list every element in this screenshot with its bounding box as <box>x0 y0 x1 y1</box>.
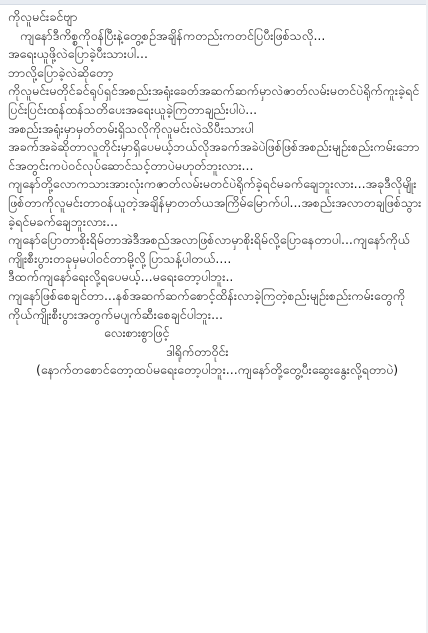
letter-paragraph: ကျနော်တို့လောကသားအားလုံးကဇာတ်လမ်းမတင်ပဲရိုက်ခဲ့ရင်မခက်ချေဘူးလား...အခုဒီလိုမျိုးဖြစ်တာကိုလူမင်းတာဝန်ယူတဲ့အချိန်မှာတတ်ယအကြိမ်မြောက်ပါ...အစည်းအလာတချဖြစ်သွားခဲ့ရင်မခက်ချေဘူးလား... <box>8 176 422 229</box>
letter-paragraph: ကိုလူမင်းမတိုင်ခင်ရုပ်ရှင်အစည်းအရုံးခေတ်အဆက်ဆက်မှာလဲဇာတ်လမ်းမတင်ပဲရိုက်ကူးခဲ့ရင်ပြင်းပြင်းထန်ထန်သတိပေးအရေးယူခဲ့ကြတာချည်းပါပဲ... <box>8 83 420 117</box>
letter-paragraph: ကျနော်ဖြစ်စေချင်တာ...နစ်အဆက်ဆက်စောင့်ထိန်းလာခဲ့ကြတဲ့စည်းမျဉ်းစည်းကမ်းတွေကို <box>8 287 406 303</box>
letter-paragraph: ဒီထက်ကျနော်ရေးလို့ရပေမယ့်...မရေးတော့ပါဘူး.. <box>8 269 234 285</box>
letter-postscript: (နောက်တစောင်တော့ထပ်မရေးတော့ပါဘူး...ကျနော်တို့တွေ့ပီးဆွေးနွေးလို့ရတာပဲ) <box>36 362 399 378</box>
letter-paragraph: ကျနော်ပြောတာစိုးရိမ်တာအဲဒီအစည်အလာဖြစ်လာမှာစိုးရိမ်လို့ပြောနေတာပါ...ကျနော်ကိုယ်ကျိုးစီးပွားတခုမှမပါဝင်တာမို့လို့ပြာသန့်ပါတယ်.... <box>8 232 410 266</box>
letter-closing: လေးစားစွာဖြင့် <box>104 325 170 341</box>
letter-paragraph: ကျနော်ဒီကိစ္စကိုဝန်ပြီးနဲ့တွေ့စဉ်အချိန်ကတည်းကတင်ပြပီးဖြစ်သလို... <box>20 27 326 43</box>
letter-body <box>8 8 422 380</box>
letter-salutation: ကိုလူမင်းခင်ဗျာ <box>8 9 78 24</box>
letter-paragraph: အစည်းအရုံးမှာမှတ်တမ်းရှိသလိုကိုလူမင်းလဲသိပီးသားပါ <box>8 120 254 136</box>
window-top-strip <box>0 0 428 5</box>
letter-signature: ဒါရိုက်တာဝိုင်း <box>166 343 229 359</box>
letter-paragraph: အရေးယူဖို့လဲပြောခဲ့ပီးသားပါ... <box>8 46 148 62</box>
letter-paragraph: ဘာလို့ပြောခဲ့လဲဆိုတော့ <box>8 64 114 80</box>
letter-paragraph: ကိုယ်ကျိုးစီးပွားအတွက်မပျက်ဆီးစေချင်ပါဘူး... <box>8 306 223 322</box>
letter-paragraph: အခက်အခဲဆိုတာလူတိုင်းမှာရှိပေမယ့်ဘယ်လိုအခက်အခဲပဲဖြစ်ဖြစ်အစည်းမျဉ်းစည်းကမ်းဘောင်အတွင်းကပဲဝင်လုပ်ဆောင်သင့်တာပဲမဟုတ်ဘူးလား... <box>8 139 420 173</box>
